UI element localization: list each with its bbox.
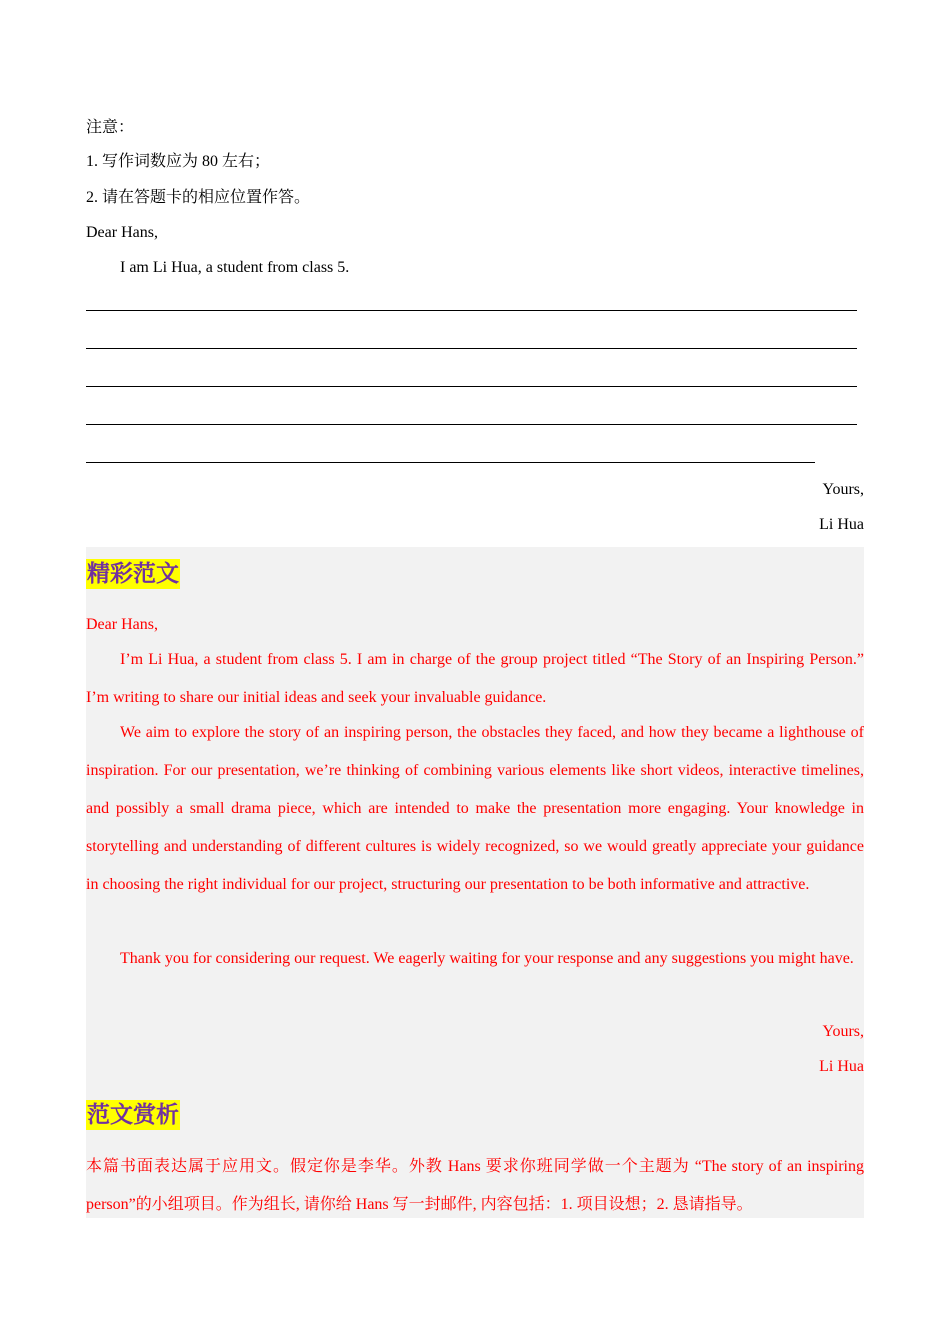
notes-item-1: 1. 写作词数应为 80 左右； [86,153,271,170]
answer-line [86,310,857,311]
sample-greeting: Dear Hans, [86,616,158,633]
sample-signature: Li Hua [819,1058,864,1075]
letter-greeting: Dear Hans, [86,224,158,241]
sample-closing: Yours, [822,1023,864,1040]
analysis-text: 本篇书面表达属于应用文。假定你是李华。外教 Hans 要求你班同学做一个主题为 “The story of an inspiring person”的小组项目。作为组长, 请你给 Hans 写一封邮件, 内容包括：1. 项目设想；2. 恳请指导。 [86,1158,864,1213]
notes-item-2: 2. 请在答题卡的相应位置作答。 [86,189,311,206]
sample-paragraph-2: We aim to explore the story of an inspiring person, the obstacles they faced, and how they became a lighthouse of inspiration. For our presentation, we’re thinking of combining various elements like short videos, interactive timelines, and possibly a small drama piece, which are intended to make the presentation more engaging. Your knowledge in storytelling and understanding of different cultures is widely recognized, so we would greatly appreciate your guidance in choosing the right individual for our project, structuring our presentation to be both informative and attractive. [86,724,864,893]
letter-first-line: I am Li Hua, a student from class 5. [120,259,350,276]
answer-line [86,462,815,463]
analysis-heading: 范文赏析 [87,1102,179,1128]
sample-heading: 精彩范文 [87,561,179,587]
answer-line [86,424,857,425]
sample-paragraph-3: Thank you for considering our request. We eagerly waiting for your response and any suggestions you might have. [120,950,854,967]
notes-title: 注意： [86,119,135,136]
answer-line [86,348,857,349]
answer-line [86,386,857,387]
sample-paragraph-1: I’m Li Hua, a student from class 5. I am in charge of the group project titled “The Story of an Inspiring Person.” I’m writing to share our initial ideas and seek your invaluable guidance. [86,651,864,706]
letter-closing: Yours, [822,481,864,498]
letter-signature: Li Hua [819,516,864,533]
